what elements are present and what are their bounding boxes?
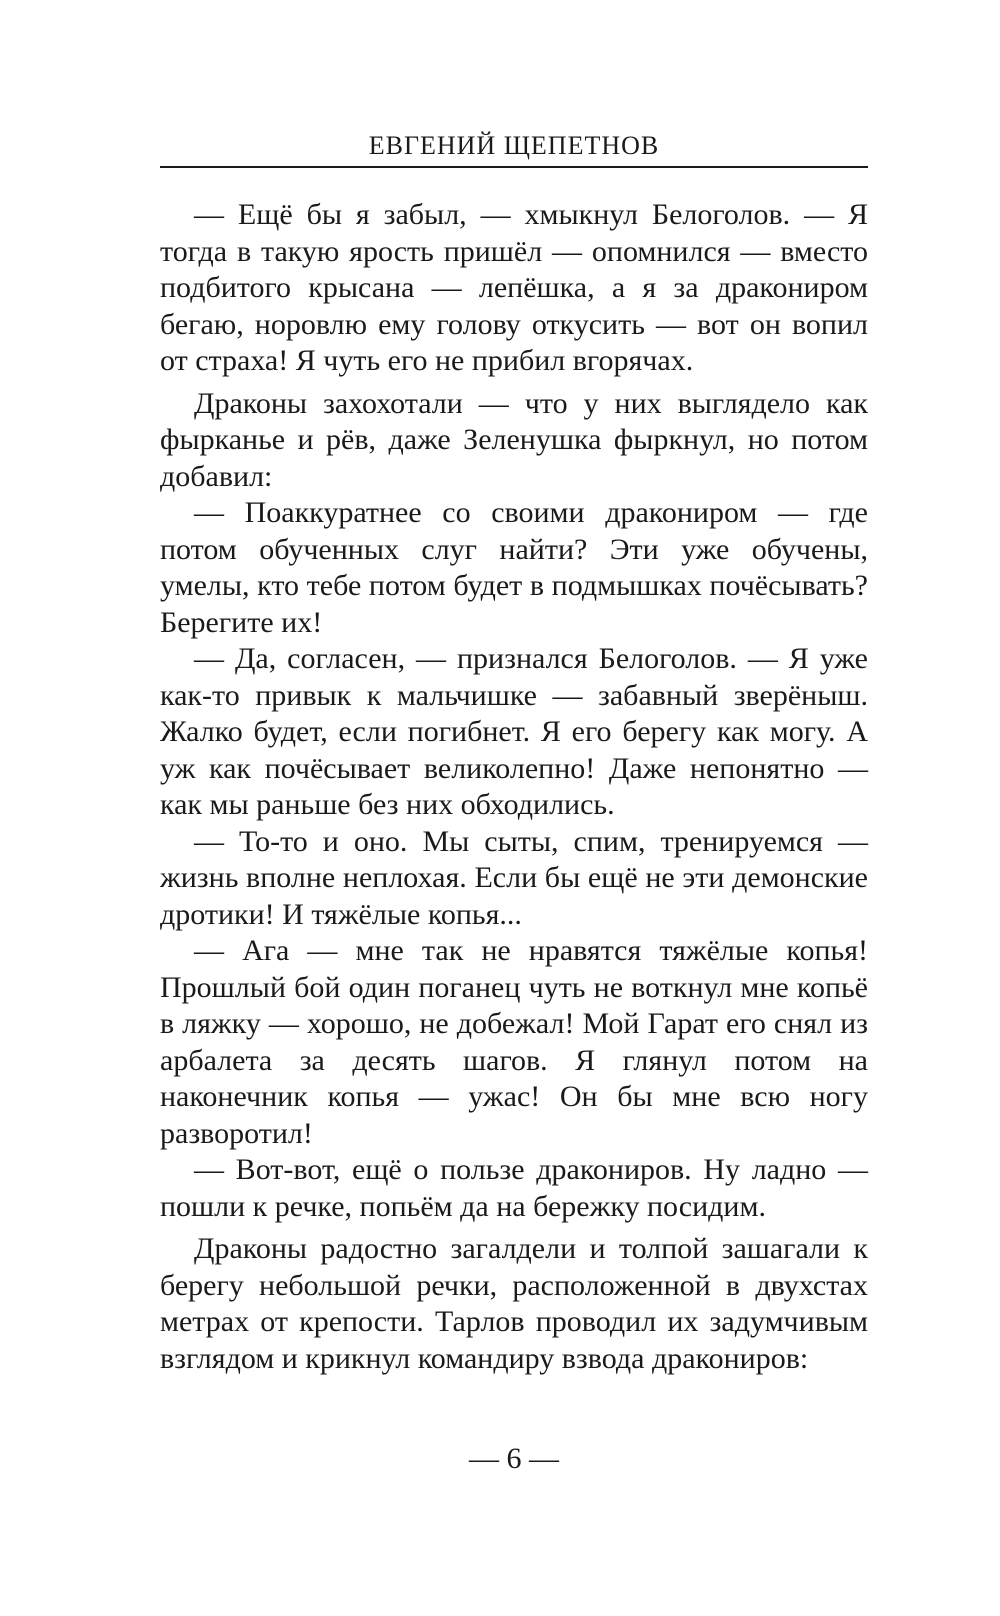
paragraph: — Поаккуратнее со своими дракониром — где потом обученных слуг найти? Эти уже обучены, умелы, кто тебе потом будет в подмышках почёсывать? Берегите их! bbox=[160, 496, 868, 639]
running-head-author: ЕВГЕНИЙ ЩЕПЕТНОВ bbox=[368, 131, 660, 160]
paragraph: Драконы радостно загалдели и толпой зашагали к берегу небольшой речки, расположенной в двухстах метрах от крепости. Тарлов проводил их задумчивым взглядом и крикнул командиру взвода дракониров: bbox=[160, 1232, 868, 1375]
page-number: — 6 — bbox=[469, 1442, 559, 1475]
paragraph: — Ещё бы я забыл, — хмыкнул Белоголов. — Я тогда в такую ярость пришёл — опомнился — вместо подбитого крысана — лепёшка, а я за дракониром бегаю, норовлю ему голову откусить — вот он вопил от страха! Я чуть его не прибил вгорячах. bbox=[160, 198, 868, 377]
paragraph: — Вот-вот, ещё о пользе дракониров. Ну ладно — пошли к речке, попьём да на бережку посидим. bbox=[160, 1153, 868, 1223]
paragraph: — Ага — мне так не нравятся тяжёлые копья! Прошлый бой один поганец чуть не воткнул мне копьё в ляжку — хорошо, не добежал! Мой Гарат его снял из арбалета за десять шагов. Я глянул потом на наконечник копья — ужас! Он бы мне всю ногу разворотил! bbox=[160, 934, 868, 1150]
header-rule bbox=[160, 166, 868, 168]
paragraph: Драконы захохотали — что у них выглядело как фырканье и рёв, даже Зеленушка фыркнул, но потом добавил: bbox=[160, 386, 868, 493]
body-text bbox=[160, 197, 868, 1377]
paragraph: — То-то и оно. Мы сыты, спим, тренируемся — жизнь вполне неплохая. Если бы ещё не эти демонские дротики! И тяжёлые копья... bbox=[160, 824, 868, 931]
paragraph: — Да, согласен, — признался Белоголов. — Я уже как-то привык к мальчишке — забавный зверёныш. Жалко будет, если погибнет. Я его берегу как могу. А уж как почёсывает великолепно! Даже непонятно — как мы раньше без них обходились. bbox=[160, 642, 868, 821]
